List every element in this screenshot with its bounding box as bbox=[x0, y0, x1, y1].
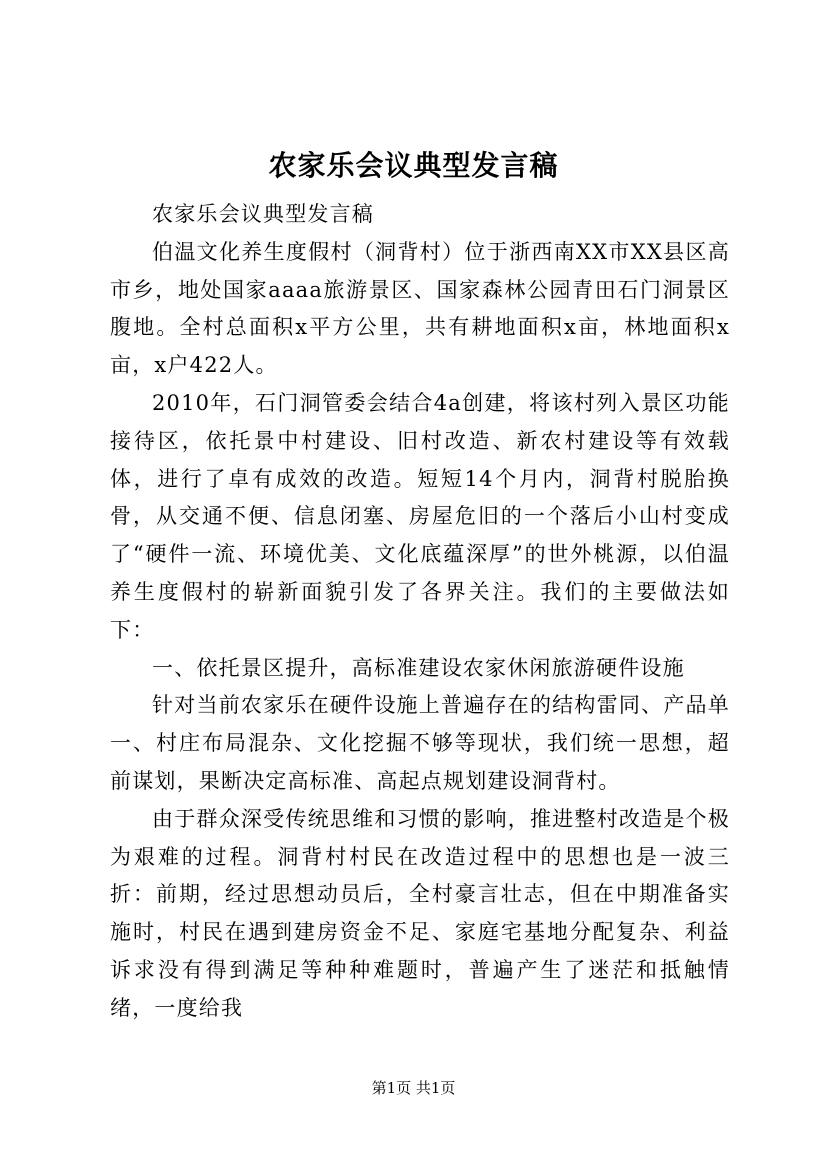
paragraph-process: 由于群众深受传统思维和习惯的影响，推进整村改造是个极为艰难的过程。洞背村村民在改造过程中的思想也是一波三折：前期，经过思想动员后，全村豪言壮志，但在中期准备实施时，村民在遇到建房资金不足、家庭宅基地分配复杂、利益诉求没有得到满足等种种难题时，普遍产生了迷茫和抵触情绪，一度给我 bbox=[110, 806, 730, 1020]
document-title: 农家乐会议典型发言稿 bbox=[268, 149, 559, 182]
paragraph-facilities: 针对当前农家乐在硬件设施上普遍存在的结构雷同、产品单一、村庄布局混杂、文化挖掘不够等现状，我们统一思想，超前谋划，果断决定高标准、高起点规划建设洞背村。 bbox=[110, 693, 730, 793]
section-heading: 一、依托景区提升，高标准建设农家休闲旅游硬件设施 bbox=[152, 655, 685, 680]
page-footer: 第1页 共1页 bbox=[371, 1079, 456, 1097]
paragraph-2010: 2010年，石门洞管委会结合4a创建，将该村列入景区功能接待区，依托景中村建设、旧村改造、新农村建设等有效载体，进行了卓有成效的改造。短短14个月内，洞背村脱胎换骨，从交通不便、信息闭塞、房屋危旧的一个落后小山村变成了“硬件一流、环境优美、文化底蕴深厚”的世外桃源，以伯温养生度假村的崭新面貌引发了各界关注。我们的主要做法如下： bbox=[110, 390, 730, 642]
document-body bbox=[110, 196, 730, 1028]
paragraph-subtitle: 农家乐会议典型发言稿 bbox=[152, 202, 374, 226]
paragraph-intro: 伯温文化养生度假村（洞背村）位于浙西南XX市XX县区高市乡，地处国家aaaa旅游景区、国家森林公园青田石门洞景区腹地。全村总面积x平方公里，共有耕地面积x亩，林地面积x亩，x户422人。 bbox=[110, 239, 730, 378]
